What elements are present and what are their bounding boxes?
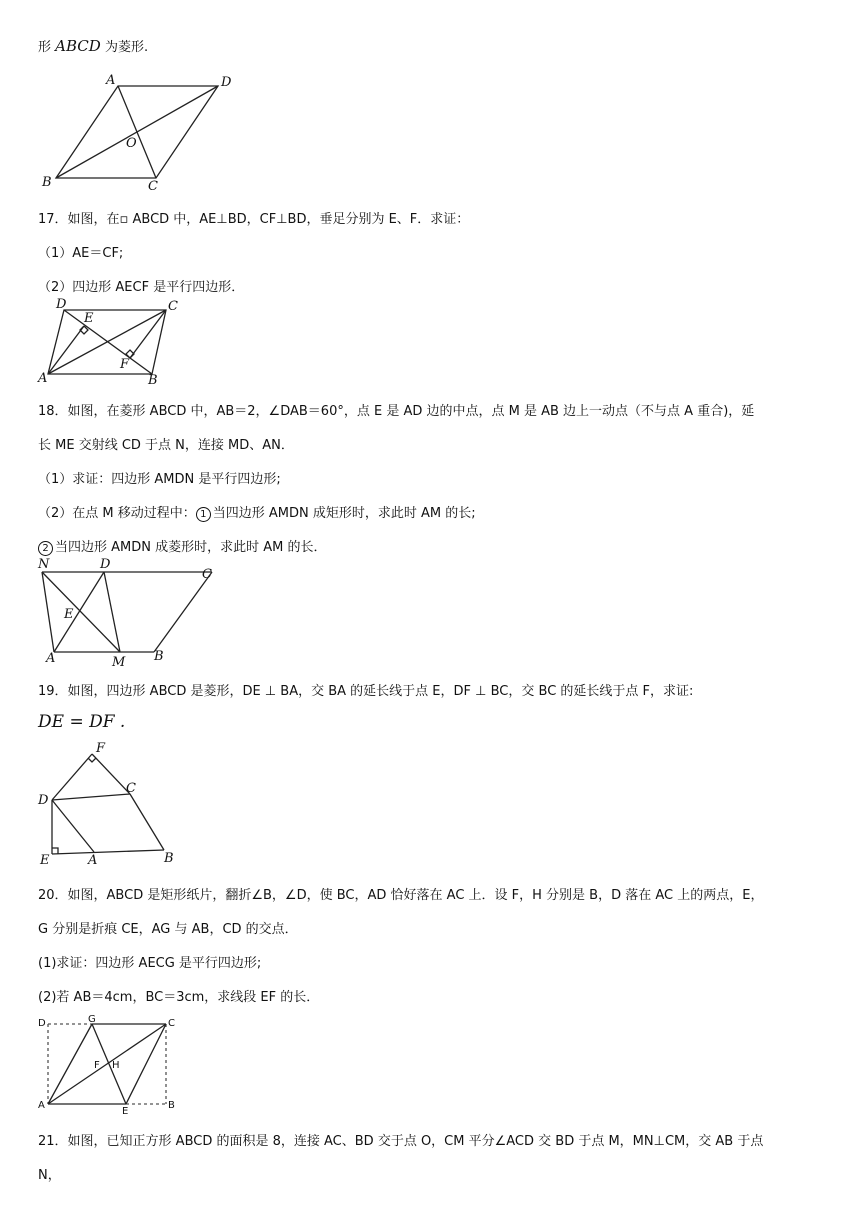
q18-label-m: M (112, 655, 126, 668)
q20-part1: (1)求证：四边形 AECG 是平行四边形; (38, 956, 262, 971)
q17-label-d: D (56, 298, 67, 312)
q17-label-a: A (38, 371, 48, 386)
q18-part1: （1）求证：四边形 AMDN 是平行四边形; (38, 472, 281, 487)
q19-label-e: E (40, 853, 50, 868)
q20-line2: G 分别是折痕 CE，AG 与 AB，CD 的交点． (38, 922, 298, 937)
q19-label-c: C (126, 781, 136, 796)
q18-part2-prefix: （2）在点 M 移动过程中： (38, 506, 196, 521)
q18-label-d: D (100, 557, 111, 572)
q19-label-f: F (96, 741, 106, 756)
fig1-label-a: A (106, 73, 116, 88)
q20-label-d: D (38, 1018, 46, 1029)
q18-label-c: C (202, 567, 212, 582)
q18-part3-rest: 当四边形 AMDN 成菱形时，求此时 AM 的长． (55, 540, 327, 555)
fig1-label-b: B (42, 175, 52, 190)
q20-label-g: G (88, 1014, 96, 1025)
q20-label-a: A (38, 1100, 45, 1111)
q18-label-n: N (38, 557, 50, 572)
q21-line2: N， (38, 1168, 61, 1183)
q19-label-b: B (164, 851, 174, 866)
q18-label-b: B (154, 649, 164, 664)
top-line-math: ABCD (55, 37, 101, 55)
q20-label-c: C (168, 1018, 175, 1029)
fig1-label-c: C (148, 179, 158, 192)
q17-stem: 17．如图，在▫ ABCD 中，AE⊥BD，CF⊥BD，垂足分别为 E、F．求证： (38, 212, 470, 227)
q18-part2-rest: 当四边形 AMDN 成矩形时，求此时 AM 的长; (212, 506, 476, 521)
q20-label-b: B (168, 1100, 175, 1111)
figure-rhombus-abcd (38, 72, 238, 192)
fig1-label-d: D (221, 75, 232, 90)
q18-label-a: A (46, 651, 56, 666)
circled-number-2: 2 (38, 541, 53, 556)
top-line (38, 36, 148, 55)
circled-number-1: 1 (196, 507, 211, 522)
fig1-label-o: O (126, 136, 137, 151)
q19-line2: DE = DF . (38, 712, 126, 732)
figure-q19 (34, 740, 194, 868)
q17-part1: （1）AE＝CF; (38, 246, 124, 261)
q17-part2: （2）四边形 AECF 是平行四边形． (38, 280, 245, 295)
q17-label-c: C (168, 299, 178, 314)
q20-label-f: F (94, 1060, 100, 1071)
q19-line1: 19．如图，四边形 ABCD 是菱形，DE ⊥ BA，交 BA 的延长线于点 E，DF ⊥ BC，交 BC 的延长线于点 F，求证: (38, 684, 694, 699)
figure-q17 (34, 298, 184, 388)
q17-label-b: B (148, 373, 158, 388)
q18-line2: 长 ME 交射线 CD 于点 N，连接 MD、AN． (38, 438, 294, 453)
q17-label-f: F (120, 357, 130, 372)
q19-label-d: D (38, 793, 49, 808)
top-line-suffix: 为菱形. (104, 40, 149, 55)
q20-label-e: E (122, 1106, 129, 1114)
q17-label-e: E (84, 311, 94, 326)
q19-label-a: A (88, 853, 98, 868)
q18-label-e: E (64, 607, 74, 622)
figure-q18 (34, 556, 224, 668)
figure-q20 (36, 1014, 186, 1114)
q18-part2 (38, 502, 476, 522)
q21-line1: 21．如图，已知正方形 ABCD 的面积是 8，连接 AC、BD 交于点 O，CM 平分∠ACD 交 BD 于点 M，MN⊥CM，交 AB 于点 (38, 1134, 764, 1149)
q18-part3 (38, 536, 326, 556)
q20-line1: 20．如图，ABCD 是矩形纸片，翻折∠B，∠D，使 BC，AD 恰好落在 AC 上．设 F，H 分别是 B，D 落在 AC 上的两点，E， (38, 888, 764, 903)
q20-part2: (2)若 AB＝4cm，BC＝3cm，求线段 EF 的长． (38, 990, 320, 1005)
q20-label-h: H (112, 1060, 120, 1071)
q18-line1: 18．如图，在菱形 ABCD 中，AB＝2，∠DAB＝60°，点 E 是 AD 边的中点，点 M 是 AB 边上一动点（不与点 A 重合)，延 (38, 404, 755, 419)
top-line-prefix: 形 (38, 40, 52, 55)
